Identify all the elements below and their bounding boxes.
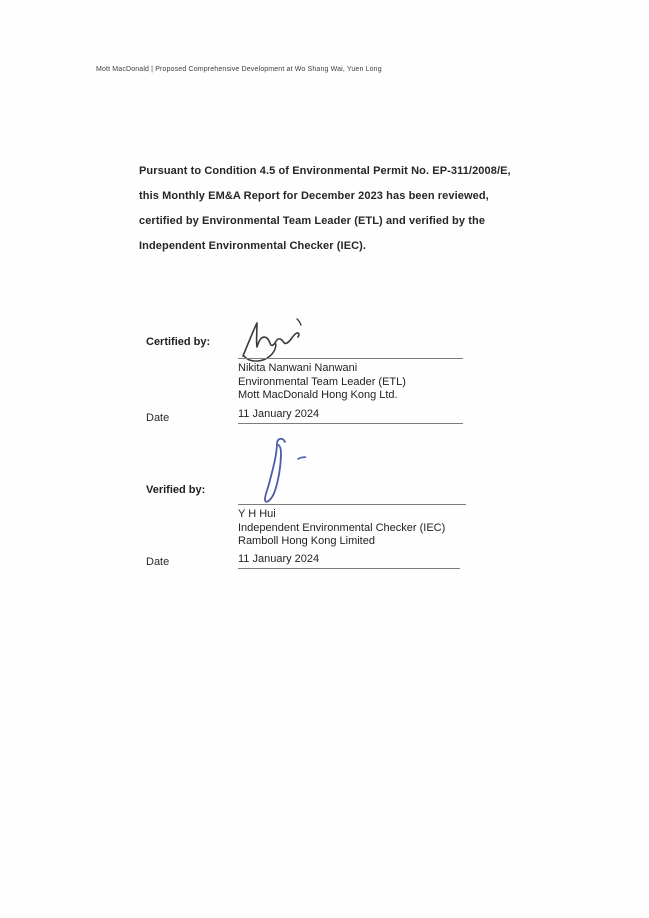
certification-statement bbox=[139, 159, 539, 259]
verified-signature-line bbox=[238, 504, 466, 505]
verified-signatory-block bbox=[238, 508, 445, 549]
statement-line-3: certified by Environmental Team Leader (ETL) and verified by the bbox=[139, 215, 486, 227]
certified-signature-line bbox=[238, 358, 463, 359]
certified-signatory-company: Mott MacDonald Hong Kong Ltd. bbox=[238, 389, 398, 401]
statement-line-2: this Monthly EM&A Report for December 2023 has been reviewed, bbox=[139, 190, 489, 202]
verified-date-value: 11 January 2024 bbox=[238, 553, 320, 565]
verified-date-line bbox=[238, 568, 460, 569]
verified-signatory-name: Y H Hui bbox=[238, 508, 276, 520]
certified-date-value: 11 January 2024 bbox=[238, 408, 320, 420]
certified-signatory-title: Environmental Team Leader (ETL) bbox=[238, 375, 406, 388]
iec-signature bbox=[252, 436, 314, 506]
certified-date-label: Date bbox=[146, 412, 170, 424]
verified-by-label: Verified by: bbox=[146, 484, 206, 496]
certified-signatory-name: Nikita Nanwani Nanwani bbox=[238, 362, 358, 374]
statement-line-4: Independent Environmental Checker (IEC). bbox=[139, 240, 367, 252]
certified-date-line bbox=[238, 423, 463, 424]
verified-date-label: Date bbox=[146, 556, 170, 568]
certified-by-label: Certified by: bbox=[146, 336, 211, 348]
certified-signatory-block bbox=[238, 362, 406, 403]
document-running-header: Mott MacDonald | Proposed Comprehensive Development at Wo Shang Wai, Yuen Long bbox=[96, 66, 382, 73]
verified-signatory-company: Ramboll Hong Kong Limited bbox=[238, 535, 375, 547]
verified-signatory-title: Independent Environmental Checker (IEC) bbox=[238, 521, 446, 534]
etl-signature bbox=[240, 316, 322, 362]
statement-line-1: Pursuant to Condition 4.5 of Environmental Permit No. EP-311/2008/E, bbox=[139, 165, 511, 177]
